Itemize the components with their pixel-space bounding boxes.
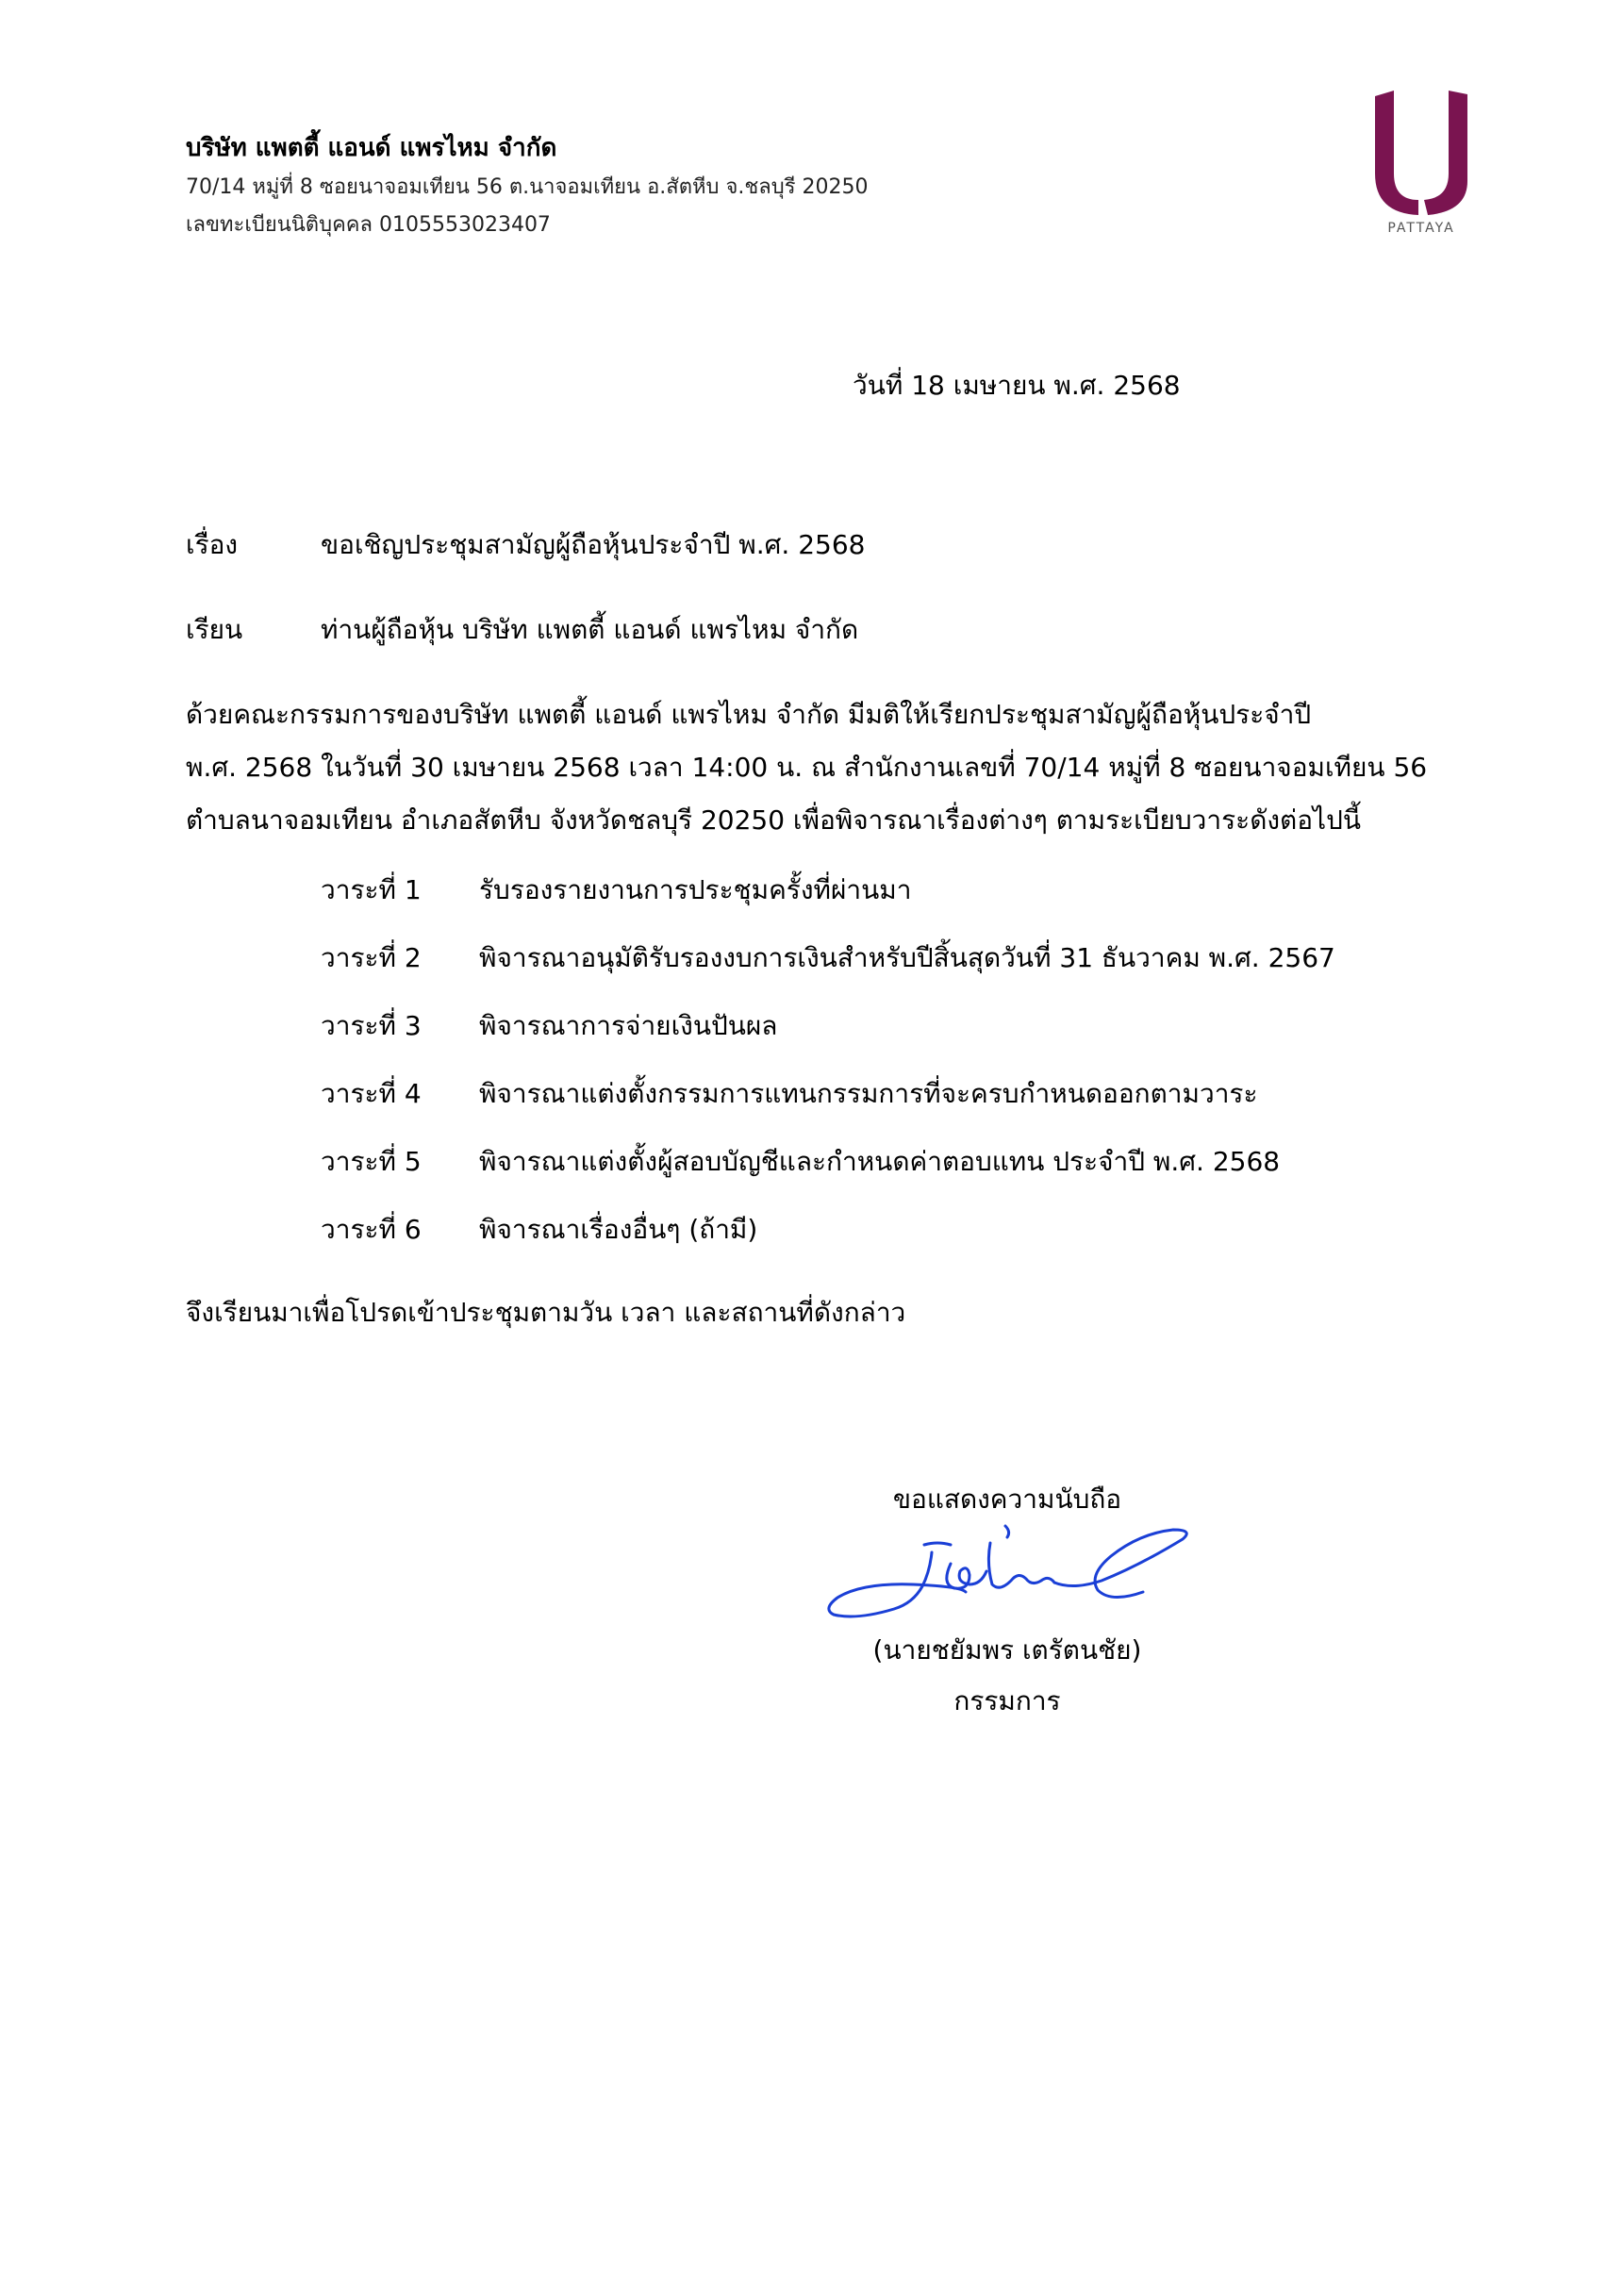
- agenda-text: พิจารณาเรื่องอื่นๆ (ถ้ามี): [479, 1214, 758, 1245]
- logo-caption: PATTAYA: [1387, 221, 1455, 236]
- signer-name: (นายชยัมพร เตรัตนชัย): [872, 1634, 1142, 1666]
- subject-value: ขอเชิญประชุมสามัญผู้ถือหุ้นประจำปี พ.ศ. 2568: [321, 529, 866, 560]
- company-address: 70/14 หมู่ที่ 8 ซอยนาจอมเทียน 56 ต.นาจอมเทียน อ.สัตหีบ จ.ชลบุรี 20250: [186, 175, 869, 199]
- agenda-number: วาระที่ 6: [321, 1214, 422, 1245]
- u-logo-icon: [1369, 87, 1473, 219]
- recipient-label: เรียน: [186, 614, 243, 645]
- company-name: บริษัท แพตตี้ แอนด์ แพรไหม จำกัด: [186, 134, 557, 162]
- company-logo: [1369, 87, 1473, 247]
- subject-label: เรื่อง: [186, 529, 239, 560]
- closing-line: จึงเรียนมาเพื่อโปรดเข้าประชุมตามวัน เวลา และสถานที่ดังกล่าว: [186, 1297, 906, 1328]
- agenda-text: พิจารณาอนุมัติรับรองงบการเงินสำหรับปีสิ้นสุดวันที่ 31 ธันวาคม พ.ศ. 2567: [479, 942, 1335, 973]
- agenda-number: วาระที่ 2: [321, 942, 422, 973]
- agenda-number: วาระที่ 1: [321, 874, 422, 905]
- intro-line: ตำบลนาจอมเทียน อำเภอสัตหีบ จังหวัดชลบุรี 20250 เพื่อพิจารณาเรื่องต่างๆ ตามระเบียบวาระดังต่อไปนี้: [186, 804, 1362, 836]
- agenda-text: พิจารณาการจ่ายเงินปันผล: [479, 1010, 778, 1041]
- agenda-text: พิจารณาแต่งตั้งผู้สอบบัญชีและกำหนดค่าตอบแทน ประจำปี พ.ศ. 2568: [479, 1146, 1281, 1177]
- company-registration: เลขทะเบียนนิติบุคคล 0105553023407: [186, 213, 551, 237]
- letter-date: วันที่ 18 เมษายน พ.ศ. 2568: [853, 370, 1181, 401]
- agenda-text: พิจารณาแต่งตั้งกรรมการแทนกรรมการที่จะครบกำหนดออกตามวาระ: [479, 1078, 1258, 1109]
- agenda-number: วาระที่ 5: [321, 1146, 422, 1177]
- recipient-value: ท่านผู้ถือหุ้น บริษัท แพตตี้ แอนด์ แพรไหม จำกัด: [321, 614, 859, 645]
- signer-position: กรรมการ: [953, 1685, 1061, 1716]
- agenda-number: วาระที่ 4: [321, 1078, 422, 1109]
- agenda-number: วาระที่ 3: [321, 1010, 422, 1041]
- agenda-text: รับรองรายงานการประชุมครั้งที่ผ่านมา: [479, 874, 912, 905]
- regards-text: ขอแสดงความนับถือ: [892, 1484, 1122, 1515]
- intro-line: ด้วยคณะกรรมการของบริษัท แพตตี้ แอนด์ แพรไหม จำกัด มีมติให้เรียกประชุมสามัญผู้ถือหุ้นประจำปี: [186, 699, 1312, 730]
- intro-line: พ.ศ. 2568 ในวันที่ 30 เมษายน 2568 เวลา 14:00 น. ณ สำนักงานเลขที่ 70/14 หมู่ที่ 8 ซอยนาจอมเทียน 56: [186, 752, 1428, 783]
